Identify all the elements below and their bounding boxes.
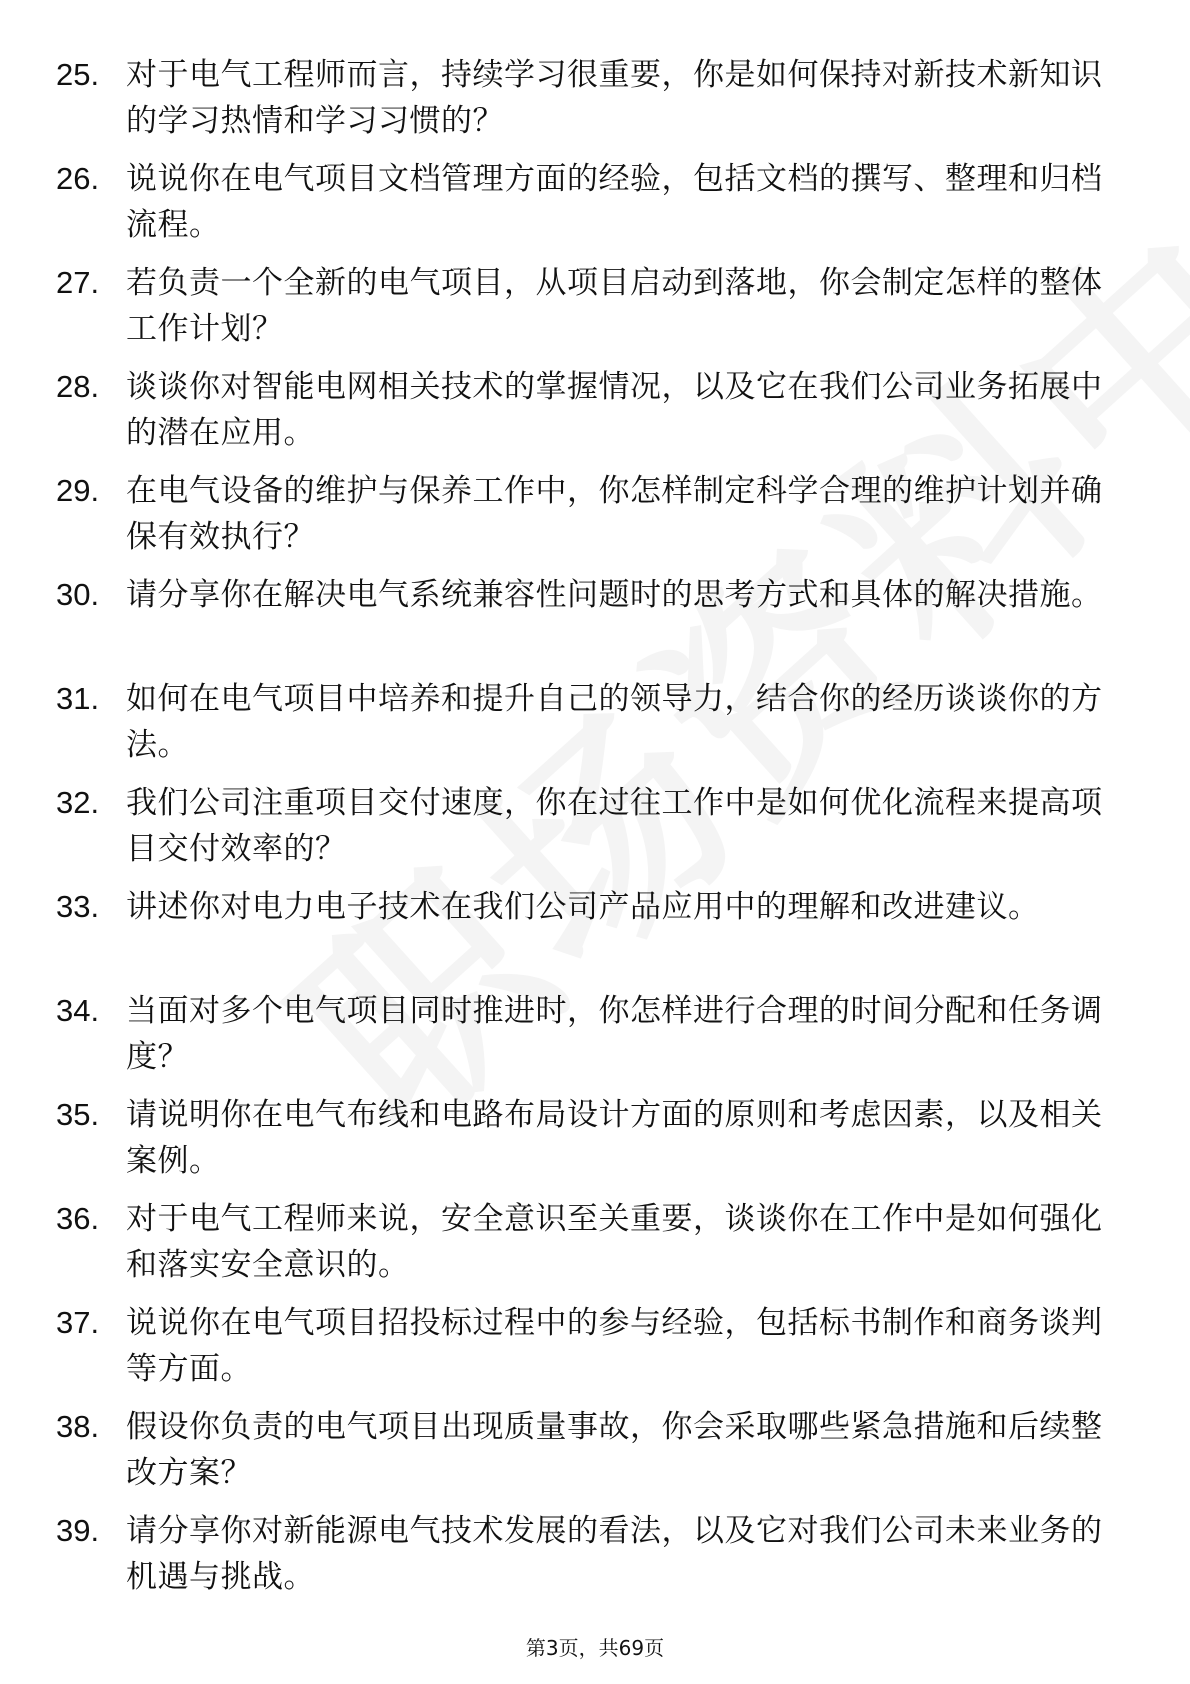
- question-item: [56, 884, 1116, 988]
- question-number: 35.: [56, 1097, 100, 1132]
- question-text: 对于电气工程师来说，安全意识至关重要，谈谈你在工作中是如何强化和落实安全意识的。: [126, 1201, 1103, 1283]
- question-item: [56, 1508, 1116, 1612]
- question-text: 当面对多个电气项目同时推进时，你怎样进行合理的时间分配和任务调度？: [126, 993, 1103, 1075]
- question-number: 27.: [56, 265, 100, 300]
- question-text: 请分享你在解决电气系统兼容性问题时的思考方式和具体的解决措施。: [126, 577, 1103, 613]
- question-text: 假设你负责的电气项目出现质量事故，你会采取哪些紧急措施和后续整改方案？: [126, 1409, 1103, 1491]
- question-text: 在电气设备的维护与保养工作中，你怎样制定科学合理的维护计划并确保有效执行？: [126, 473, 1103, 555]
- question-item: [56, 52, 1116, 156]
- page-footer: 第3页，共69页: [525, 1636, 665, 1660]
- question-item: [56, 1404, 1116, 1508]
- question-text: 请分享你对新能源电气技术发展的看法，以及它对我们公司未来业务的机遇与挑战。: [126, 1513, 1103, 1595]
- question-number: 31.: [56, 681, 100, 716]
- question-number: 39.: [56, 1513, 100, 1548]
- question-number: 32.: [56, 785, 100, 820]
- question-number: 29.: [56, 473, 100, 508]
- question-text: 对于电气工程师而言，持续学习很重要，你是如何保持对新技术新知识的学习热情和学习习惯的？: [126, 57, 1103, 139]
- question-number: 38.: [56, 1409, 100, 1444]
- question-text: 谈谈你对智能电网相关技术的掌握情况，以及它在我们公司业务拓展中的潜在应用。: [126, 369, 1103, 451]
- question-item: [56, 988, 1116, 1092]
- question-text: 如何在电气项目中培养和提升自己的领导力，结合你的经历谈谈你的方法。: [126, 681, 1103, 763]
- question-text: 请说明你在电气布线和电路布局设计方面的原则和考虑因素，以及相关案例。: [126, 1097, 1103, 1179]
- question-item: [56, 1196, 1116, 1300]
- question-text: 说说你在电气项目文档管理方面的经验，包括文档的撰写、整理和归档流程。: [126, 161, 1103, 243]
- question-text: 讲述你对电力电子技术在我们公司产品应用中的理解和改进建议。: [126, 889, 1040, 925]
- question-number: 37.: [56, 1305, 100, 1340]
- question-number: 26.: [56, 161, 100, 196]
- question-text: 我们公司注重项目交付速度，你在过往工作中是如何优化流程来提高项目交付效率的？: [126, 785, 1103, 867]
- question-number: 28.: [56, 369, 100, 404]
- question-number: 25.: [56, 57, 100, 92]
- question-item: [56, 468, 1116, 572]
- question-number: 33.: [56, 889, 100, 924]
- question-item: [56, 260, 1116, 364]
- question-number: 34.: [56, 993, 100, 1028]
- question-number: 30.: [56, 577, 100, 612]
- question-item: [56, 1300, 1116, 1404]
- question-item: [56, 572, 1116, 676]
- question-number: 36.: [56, 1201, 100, 1236]
- question-item: [56, 156, 1116, 260]
- question-item: [56, 676, 1116, 780]
- question-text: 说说你在电气项目招投标过程中的参与经验，包括标书制作和商务谈判等方面。: [126, 1305, 1103, 1387]
- question-item: [56, 1092, 1116, 1196]
- question-item: [56, 780, 1116, 884]
- question-list: [56, 52, 1116, 1612]
- question-item: [56, 364, 1116, 468]
- question-text: 若负责一个全新的电气项目，从项目启动到落地，你会制定怎样的整体工作计划？: [126, 265, 1103, 347]
